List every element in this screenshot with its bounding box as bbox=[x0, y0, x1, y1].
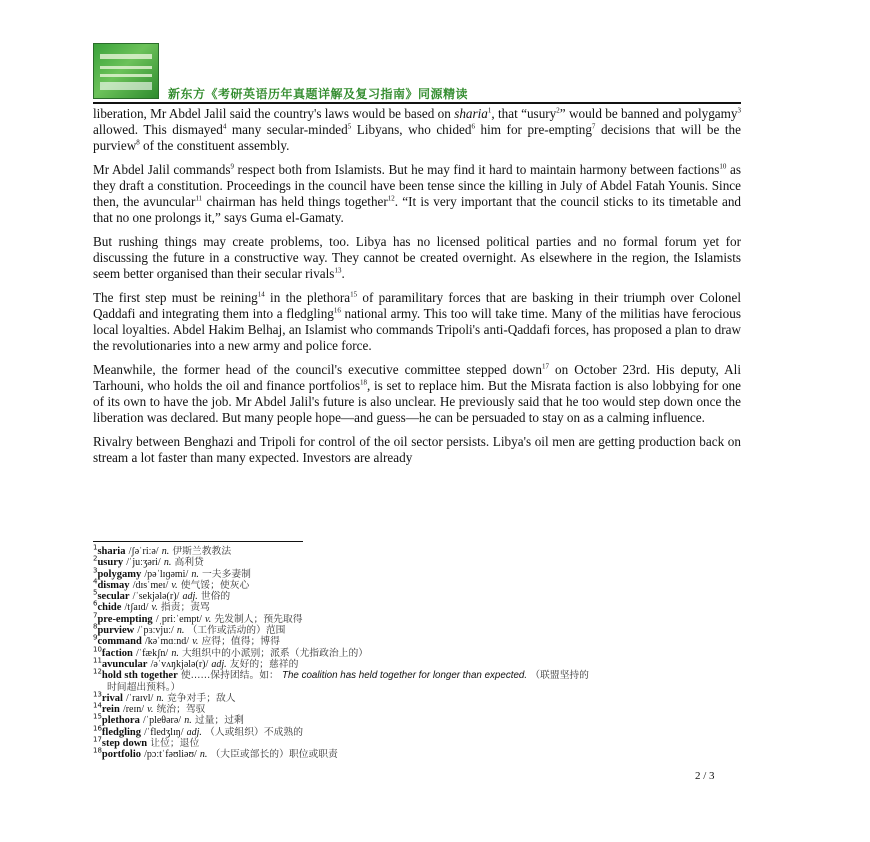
footnote-term: step down bbox=[101, 738, 148, 750]
text-run: of paramilitary forces that are basking in their triumph over Colonel Qaddafi and integrating them into a fledgling bbox=[93, 290, 742, 321]
footnote-item bbox=[93, 645, 743, 659]
paragraph bbox=[93, 290, 741, 354]
footnote-number: 16 bbox=[93, 724, 102, 733]
cover-band bbox=[100, 74, 152, 77]
footnote-phonetic: /reɪn/ bbox=[122, 704, 145, 716]
footnote-definition: 世俗的 bbox=[200, 591, 231, 603]
footnote-ref: 14 bbox=[257, 290, 265, 299]
footnote-phonetic: /ˈfækʃn/ bbox=[135, 647, 169, 659]
book-cover-logo bbox=[93, 43, 159, 99]
footnote-ref: 10 bbox=[719, 162, 727, 171]
footnote-ref: 16 bbox=[333, 306, 341, 315]
text-run: in the plethora bbox=[264, 290, 351, 305]
footnote-pos: adj. bbox=[186, 726, 202, 738]
footnote-item bbox=[93, 656, 743, 670]
footnote-item bbox=[93, 701, 743, 716]
text-run: The first step must be reining bbox=[93, 290, 258, 305]
text-run: respect both from Islamists. But he may find it hard to maintain harmony between factions bbox=[233, 162, 720, 177]
footnote-definition: 统治；驾驭 bbox=[156, 704, 206, 716]
footnote-example: The coalition has held together for longer than expected. bbox=[281, 670, 528, 682]
footnote-pos: n. bbox=[191, 568, 199, 580]
footnote-number: 13 bbox=[93, 690, 102, 699]
footnote-number: 15 bbox=[93, 713, 102, 722]
footnote-item bbox=[93, 690, 743, 704]
footnote-number: 1 bbox=[93, 543, 98, 552]
footnote-pos: v. bbox=[171, 579, 178, 591]
footnote-term: hold sth together bbox=[101, 670, 178, 682]
footnote-pos: v. bbox=[147, 704, 154, 716]
footnote-item bbox=[93, 724, 743, 738]
footnote-term: purview bbox=[97, 625, 135, 637]
cover-band bbox=[100, 66, 152, 69]
footnote-term: polygamy bbox=[97, 568, 142, 580]
footnote-pos: v. bbox=[205, 613, 212, 625]
cover-band bbox=[100, 82, 152, 90]
footnote-pos: adj. bbox=[182, 591, 198, 603]
footnote-phonetic: /kəˈmɑːnd/ bbox=[144, 636, 190, 648]
footnote-number: 4 bbox=[93, 577, 98, 586]
text-run: many secular-minded bbox=[226, 122, 348, 137]
page-number: 2 / 3 bbox=[695, 770, 715, 782]
footnote-definition: 竞争对手；敌人 bbox=[167, 692, 236, 704]
text-run: ” would be banned and polygamy bbox=[559, 106, 738, 121]
text-run: on October 23rd. His deputy, Ali Tarhouni, who holds the oil and finance portfolios bbox=[93, 362, 742, 393]
footnote-ref: 9 bbox=[230, 162, 234, 171]
footnote-list bbox=[93, 543, 743, 761]
footnote-item bbox=[93, 557, 743, 568]
footnote-phonetic: /əˈvʌŋkjələ(r)/ bbox=[150, 658, 209, 670]
footnote-term: faction bbox=[101, 647, 133, 659]
footnote-number: 3 bbox=[93, 566, 98, 575]
footnote-ref: 13 bbox=[334, 266, 342, 275]
text-run: allowed. This dismayed bbox=[93, 122, 223, 137]
footnote-definition: （大臣或部长的）职位或职责 bbox=[210, 749, 338, 761]
footnote-term: plethora bbox=[101, 715, 140, 727]
footnote-pos: v. bbox=[192, 636, 199, 648]
text-run: chairman has held things together bbox=[202, 194, 388, 209]
footnote-item bbox=[93, 636, 743, 647]
footnote-definition: 指责；责骂 bbox=[160, 602, 210, 614]
text-run: Rivalry between Benghazi and Tripoli for control of the oil sector persists. Libya's oil men are getting production back on stream a lot faster than many expected. Investors are already bbox=[93, 434, 741, 465]
footnote-number: 9 bbox=[93, 634, 98, 643]
footnote-phonetic: /ˈsekjələ(r)/ bbox=[132, 591, 180, 603]
footnote-phonetic: /ˈpɜːvjuː/ bbox=[137, 625, 174, 637]
italic-term: sharia bbox=[454, 106, 488, 121]
text-run: Libyans, who chided bbox=[351, 122, 472, 137]
text-run: Meanwhile, the former head of the council's executive committee stepped down bbox=[93, 362, 542, 377]
header-divider bbox=[93, 102, 741, 104]
footnote-item bbox=[93, 602, 743, 613]
footnote-item bbox=[93, 566, 743, 580]
footnote-term: command bbox=[97, 636, 142, 648]
footnote-definition: 伊斯兰教教法 bbox=[172, 546, 232, 557]
footnote-definition: （工作或活动的）范围 bbox=[187, 625, 286, 637]
footnote-item bbox=[93, 588, 743, 603]
footnote-ref: 3 bbox=[737, 106, 742, 115]
footnote-item bbox=[93, 715, 743, 726]
footnote-term: dismay bbox=[97, 579, 130, 591]
footnote-ref: 18 bbox=[360, 378, 368, 387]
footnote-definition: 过量；过剩 bbox=[194, 715, 244, 727]
paragraph bbox=[93, 162, 741, 226]
footnote-phonetic: /ˌpriːˈempt/ bbox=[155, 613, 202, 625]
footnote-item bbox=[93, 543, 743, 557]
footnote-phonetic: /pɔːtˈfəʊliəʊ/ bbox=[144, 749, 197, 761]
footnote-ref: 1 bbox=[487, 106, 492, 115]
footnote-pos: n. bbox=[156, 692, 164, 704]
footnote-pos: n. bbox=[163, 557, 172, 569]
footnote-phonetic: /pəˈlɪɡəmi/ bbox=[144, 568, 189, 580]
footnote-number: 8 bbox=[93, 622, 98, 631]
footnote-item bbox=[93, 670, 743, 681]
footnote-term: sharia bbox=[97, 546, 126, 557]
paragraph bbox=[93, 106, 741, 154]
footnote-number: 10 bbox=[93, 645, 102, 654]
footnote-item bbox=[93, 611, 743, 625]
text-run: . “It is very important that the council sticks to its timetable and that no one prolongs it,” says Guma el-Gamaty. bbox=[93, 194, 742, 225]
footnote-definition: 一夫多妻制 bbox=[202, 568, 251, 580]
footnote-pos: n. bbox=[199, 749, 208, 761]
text-run: as they draft a constitution. Proceedings in the council have been tense since the killing in July of Abdel Fatah Younis. Since then, the avuncular bbox=[93, 162, 741, 209]
footnote-number: 11 bbox=[93, 656, 102, 665]
footnote-divider bbox=[93, 541, 303, 542]
footnote-term: secular bbox=[97, 591, 130, 603]
footnote-ref: 2 bbox=[556, 106, 560, 115]
footnote-term: rival bbox=[101, 692, 123, 704]
text-run: national army. This too will take time. Many of the militias have ferocious local loyalties. Abdel Hakim Belhaj, an Islamist who commands Tripoli's anti-Qaddafi forces, has proposed a plan to draw the revolutionaries into a new army and police force. bbox=[93, 306, 741, 353]
footnote-ref: 12 bbox=[387, 194, 395, 203]
footnote-continuation-text: 时间超出预料。） bbox=[107, 681, 181, 693]
text-run: . bbox=[341, 266, 345, 281]
footnote-pos: n. bbox=[184, 715, 192, 727]
footnote-number: 5 bbox=[93, 588, 98, 597]
footnote-number: 17 bbox=[93, 735, 102, 744]
footnote-item bbox=[93, 577, 743, 591]
header-title: 新东方《考研英语历年真题详解及复习指南》同源精读 bbox=[168, 87, 469, 101]
footnote-pos: v. bbox=[151, 602, 158, 614]
footnote-item bbox=[93, 622, 743, 637]
footnote-term: avuncular bbox=[101, 658, 148, 670]
footnote-term: fledgling bbox=[101, 726, 142, 738]
footnote-ref: 5 bbox=[347, 122, 352, 131]
footnote-example-translation: （联盟坚持的 bbox=[530, 670, 589, 682]
footnote-term: usury bbox=[97, 557, 124, 569]
footnote-ref: 7 bbox=[591, 122, 596, 131]
text-run: But rushing things may create problems, too. Libya has no licensed political parties and no formal forum yet for discussing the future in a constructive way. They cannot be created overnight. As elsewhere in the region, the Islamists seem better organised than their secular rivals bbox=[93, 234, 741, 281]
footnote-phonetic: /ʃəˈriːə/ bbox=[128, 546, 159, 557]
footnote-number: 12 bbox=[93, 668, 102, 676]
footnote-number: 18 bbox=[93, 747, 102, 756]
footnote-pos: n. bbox=[171, 647, 179, 659]
footnote-phonetic: /ˈpleθərə/ bbox=[142, 715, 182, 727]
footnote-number: 6 bbox=[93, 600, 98, 609]
footnote-pos: adj. bbox=[211, 658, 227, 670]
footnote-pos: n. bbox=[176, 625, 185, 637]
paragraph bbox=[93, 434, 741, 466]
footnote-phonetic: /ˈjuːʒəri/ bbox=[126, 557, 161, 569]
footnote-term: portfolio bbox=[101, 749, 141, 761]
footnote-phonetic: /ˈfledʒlɪŋ/ bbox=[144, 726, 184, 738]
footnote-phonetic: /dɪsˈmeɪ/ bbox=[132, 579, 169, 591]
footnote-definition: （人或组织）不成熟的 bbox=[205, 726, 304, 738]
footnote-continuation bbox=[93, 682, 743, 693]
footnote-definition: 大组织中的小派别；派系（尤指政治上的） bbox=[181, 647, 369, 659]
footnote-definition: 应得；值得；博得 bbox=[201, 636, 280, 648]
footnote-item bbox=[93, 735, 743, 750]
footnote-pos: n. bbox=[161, 546, 170, 557]
footnote-ref: 8 bbox=[136, 138, 140, 147]
footnote-definition: 让位；退位 bbox=[150, 738, 200, 750]
paragraph bbox=[93, 362, 741, 426]
footnote-term: pre-empting bbox=[97, 613, 153, 625]
footnote-ref: 15 bbox=[350, 290, 358, 299]
footnote-ref: 6 bbox=[471, 122, 475, 131]
footnote-number: 2 bbox=[93, 555, 98, 564]
footnote-term: chide bbox=[97, 602, 122, 614]
text-run: , that “usury bbox=[491, 106, 557, 121]
footnote-number: 7 bbox=[93, 611, 98, 620]
footnote-ref: 4 bbox=[222, 122, 227, 131]
text-run: him for pre-empting bbox=[474, 122, 592, 137]
text-run: decisions that will be the purview bbox=[93, 122, 741, 153]
footnote-phonetic: /ˈraɪvl/ bbox=[126, 692, 154, 704]
footnote-definition: 高利贷 bbox=[174, 557, 204, 569]
text-run: liberation, Mr Abdel Jalil said the country's laws would be based on bbox=[93, 106, 455, 121]
text-run: of the constituent assembly. bbox=[139, 138, 290, 153]
footnote-item bbox=[93, 749, 743, 760]
footnote-definition: 使……保持团结。如： bbox=[180, 670, 279, 682]
footnote-definition: 使气馁；使灰心 bbox=[180, 579, 250, 591]
footnote-ref: 11 bbox=[195, 194, 203, 203]
footnote-number: 14 bbox=[93, 701, 102, 710]
footnote-definition: 友好的；慈祥的 bbox=[229, 658, 299, 670]
cover-band bbox=[100, 54, 152, 59]
footnote-term: rein bbox=[101, 704, 120, 716]
footnote-definition: 先发制人；预先取得 bbox=[214, 613, 303, 625]
footnote-phonetic: /tʃaɪd/ bbox=[124, 602, 149, 614]
text-run: Mr Abdel Jalil commands bbox=[93, 162, 231, 177]
paragraph bbox=[93, 234, 741, 282]
article-body bbox=[93, 106, 741, 474]
footnote-ref: 17 bbox=[541, 362, 549, 371]
text-run: , is set to replace him. But the Misrata faction is also lobbying for one of its own to have the job. Mr Abdel Jalil's future is also unclear. He previously said that he too would step down once the liberation was declared. But many people hope—and guess—he can be persuaded to stay on as a calming influence. bbox=[93, 378, 741, 425]
